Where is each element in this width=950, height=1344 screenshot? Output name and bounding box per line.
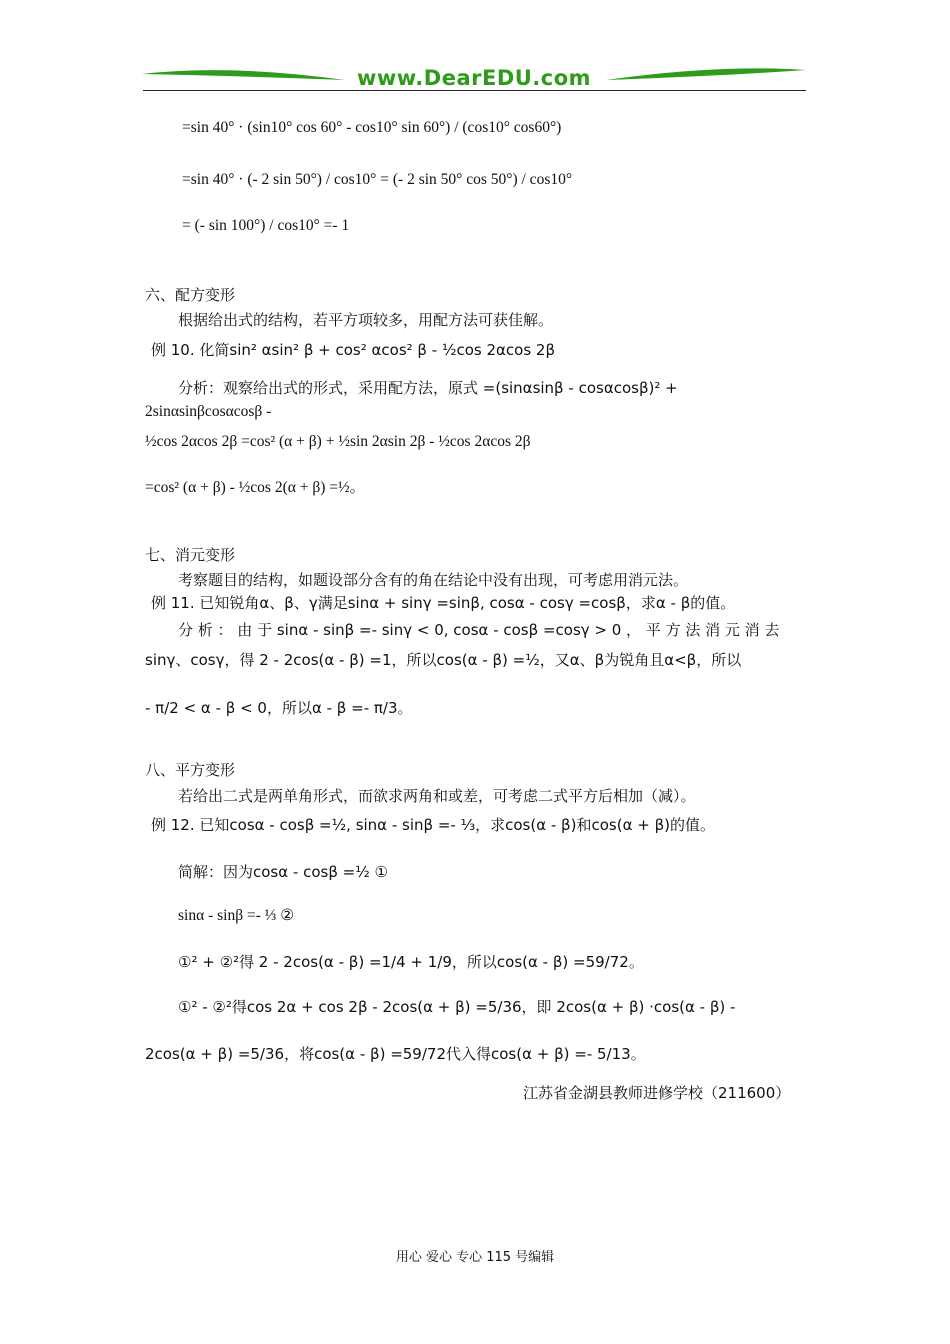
text-line: 分析：观察给出式的形式，采用配方法，原式 =(sinαsinβ - cosαcosβ)² + [178,379,678,397]
section-heading: 七、消元变形 [145,546,236,564]
author-signature: 江苏省金湖县教师进修学校（211600） [523,1084,791,1102]
section-heading: 八、平方变形 [145,761,236,779]
site-name[interactable]: www.DearEDU.com [356,66,592,90]
text-line: - π/2 < α - β < 0，所以α - β =- π/3。 [145,699,413,717]
math-line: =sin 40° · (- 2 sin 50°) / cos10° = (- 2 sin 50° cos 50°) / cos10° [182,171,573,188]
math-line: 2sinαsinβcosαcosβ - [145,403,272,420]
math-line: sinα - sinβ =- ⅓ ② [178,907,295,924]
text-line: ①² - ②²得cos 2α + cos 2β - 2cos(α + β) =5/36，即 2cos(α + β) ·cos(α - β) - [178,998,736,1016]
text-line: sinγ、cosγ，得 2 - 2cos(α - β) =1，所以cos(α - β) =½，又α、β为锐角且α<β，所以 [145,651,742,669]
text-line: 考察题目的结构，如题设部分含有的角在结论中没有出现，可考虑用消元法。 [178,571,689,589]
site-header [140,62,808,92]
section-heading: 六、配方变形 [145,286,236,304]
page-footer: 用心 爱心 专心 115 号编辑 [395,1250,555,1265]
header-rule [143,90,806,91]
text-line: 2cos(α + β) =5/36，将cos(α - β) =59/72代入得cos(α + β) =- 5/13。 [145,1045,646,1063]
math-line: =sin 40° · (sin10° cos 60° - cos10° sin 60°) / (cos10° cos60°) [182,119,562,136]
math-line: ½cos 2αcos 2β =cos² (α + β) + ½sin 2αsin 2β - ½cos 2αcos 2β [145,433,531,450]
text-line: 简解：因为cosα - cosβ =½ ① [178,863,388,881]
text-line: 若给出二式是两单角形式，而欲求两角和或差，可考虑二式平方后相加（减）。 [178,787,696,805]
text-line: 分 析 ： 由 于 sinα - sinβ =- sinγ < 0, cosα - cosβ =cosγ > 0 ， 平 方 法 消 元 消 去 [178,621,780,639]
text-line: ①² + ②²得 2 - 2cos(α - β) =1/4 + 1/9，所以cos(α - β) =59/72。 [178,953,644,971]
text-line: 根据给出式的结构，若平方项较多，用配方法可获佳解。 [178,311,554,329]
text-line: 例 11. 已知锐角α、β、γ满足sinα + sinγ =sinβ, cosα - cosγ =cosβ，求α - β的值。 [151,594,736,612]
text-line: 例 10. 化简sin² αsin² β + cos² αcos² β - ½cos 2αcos 2β [151,341,556,359]
math-line: = (- sin 100°) / cos10° =- 1 [182,217,350,234]
text-line: 例 12. 已知cosα - cosβ =½, sinα - sinβ =- ⅓，求cos(α - β)和cos(α + β)的值。 [151,816,715,834]
math-line: =cos² (α + β) - ½cos 2(α + β) =½。 [145,479,366,496]
